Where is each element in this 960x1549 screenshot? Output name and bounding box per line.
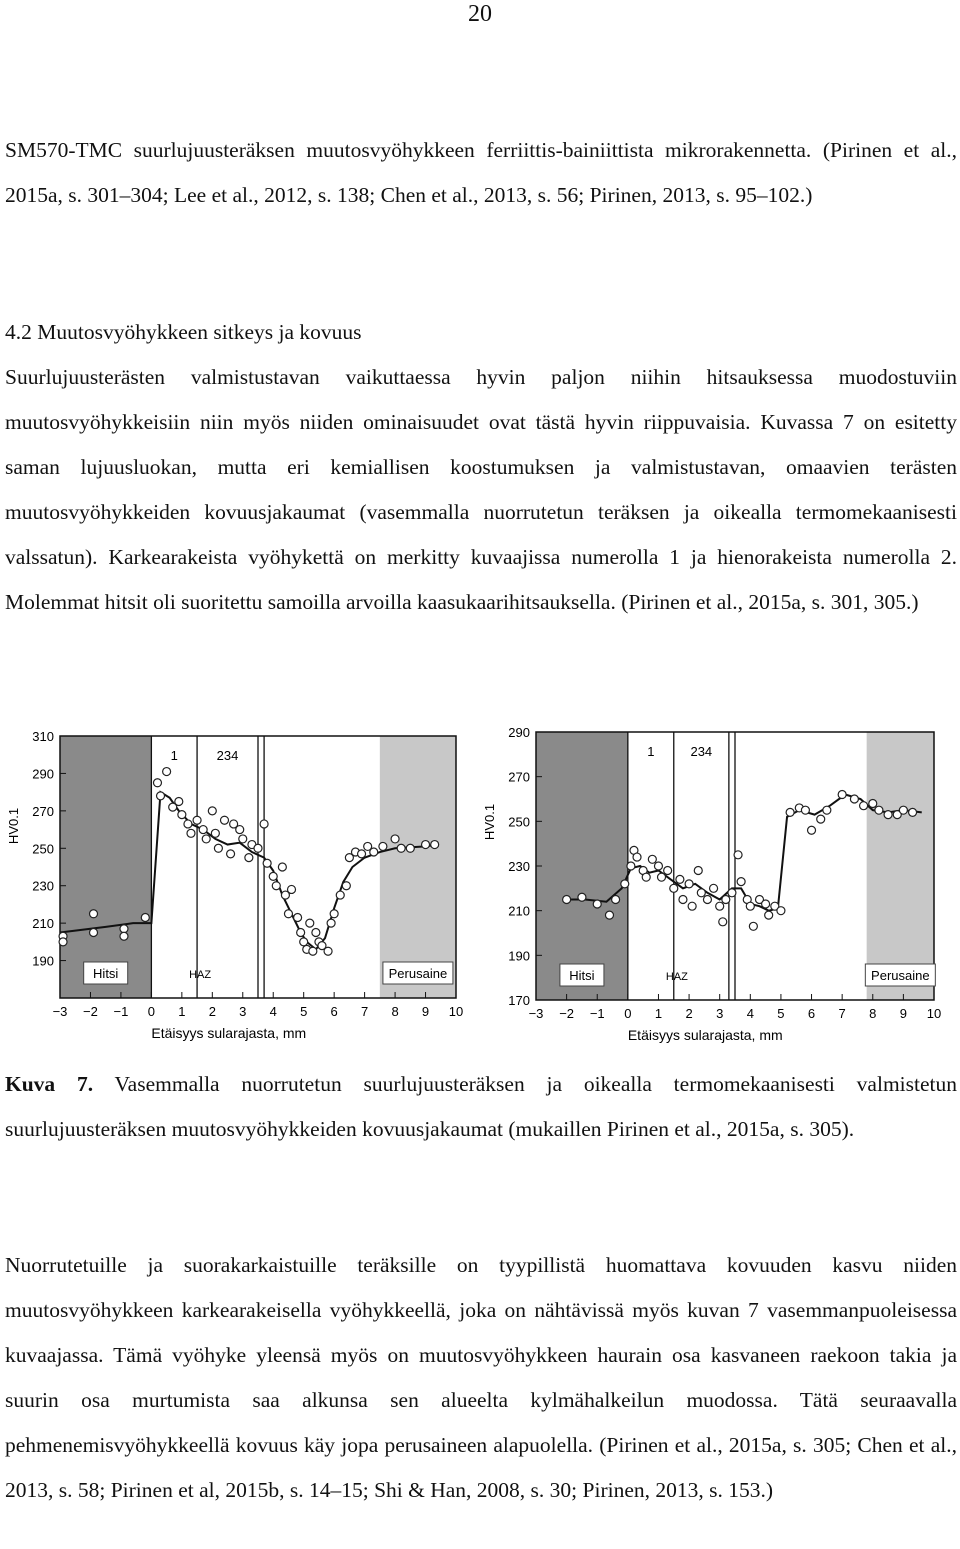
data-point (762, 900, 770, 908)
data-point (612, 896, 620, 904)
data-point (157, 792, 165, 800)
data-point (884, 811, 892, 819)
data-point (431, 841, 439, 849)
y-tick-label: 290 (508, 725, 530, 740)
data-point (397, 844, 405, 852)
zone-label: 234 (216, 748, 239, 763)
data-point (722, 896, 730, 904)
data-point (120, 932, 128, 940)
figure-caption (5, 1062, 957, 1152)
figure-7 (0, 718, 960, 1058)
data-point (214, 844, 222, 852)
data-point (284, 910, 292, 918)
zone-label: 1 (647, 744, 655, 759)
data-point (153, 779, 161, 787)
data-point (850, 795, 858, 803)
data-point (642, 873, 650, 881)
data-point (260, 820, 268, 828)
y-tick-label: 190 (508, 948, 530, 964)
data-point (694, 866, 702, 874)
region-label-haz: HAZ (665, 971, 688, 983)
x-tick-label: 6 (807, 1006, 816, 1021)
hardness-chart-left (0, 718, 480, 1058)
y-tick-label: 230 (508, 859, 530, 874)
y-tick-label: 210 (508, 903, 530, 919)
x-tick-label: 9 (421, 1004, 430, 1019)
data-point (263, 859, 271, 867)
data-point (869, 799, 877, 807)
data-point (664, 866, 672, 874)
data-point (294, 914, 302, 922)
data-point (208, 807, 216, 815)
data-point (391, 835, 399, 843)
data-point (297, 929, 305, 937)
data-point (59, 938, 67, 946)
data-point (254, 844, 262, 852)
x-tick-label: 0 (624, 1006, 632, 1021)
data-point (269, 872, 277, 880)
section-heading: 4.2 Muutosvyöhykkeen sitkeys ja kovuus (5, 320, 362, 344)
x-tick-label: 6 (330, 1004, 338, 1019)
x-tick-label: 1 (178, 1004, 186, 1019)
data-point (808, 826, 816, 834)
data-point (312, 929, 320, 937)
x-tick-label: 4 (269, 1004, 277, 1019)
data-point (175, 798, 183, 806)
caption-label: Kuva 7. (5, 1072, 94, 1096)
x-tick-label: 2 (685, 1006, 693, 1021)
y-tick-label: 310 (32, 729, 54, 744)
data-point (178, 811, 186, 819)
x-tick-label: 5 (777, 1006, 785, 1021)
weld-region (60, 736, 151, 998)
data-point (220, 816, 228, 824)
data-point (605, 911, 613, 919)
region-label-weld: Hitsi (93, 966, 119, 981)
caption-text: Vasemmalla nuorrutetun suurlujuusteräksen ja oikealla termomekaanisesti valmistetun suurlujuusteräksen muutosvyöhykkeiden kovuusjakaumat (mukaillen Pirinen et al., 2015a, s. 305). (5, 1072, 957, 1141)
zone-label: 234 (690, 744, 713, 759)
data-point (227, 850, 235, 858)
data-point (336, 891, 344, 899)
x-tick-label: 5 (300, 1004, 308, 1019)
y-tick-label: 250 (32, 841, 54, 857)
body-paragraph-2: Nuorrutetuille ja suorakarkaistuille teräksille on tyypillistä huomattava kovuuden kasvu niiden muutosvyöhykkeen karkearakeisella vyöhykkeellä, joka on nähtävissä myös kuvan 7 vasemmanpuoleisessa kuvaajassa. Tämä vyöhyke yleensä myös on muutosvyöhykkeen haurain osa kasvaneen raekoon takia ja suurin osa murtumista saa alkunsa sen alueelta kylmähalkeilun muodossa. Tätä seuraavalla pehmenemisvyöhykkeellä kovuus käy jopa perusaineen alapuolella. (Pirinen et al., 2015a, s. 305; Chen et al., 2013, s. 58; Pirinen et al, 2015b, s. 14–15; Shi & Han, 2008, s. 30; Pirinen, 2013, s. 153.) (5, 1253, 957, 1502)
data-point (370, 848, 378, 856)
y-axis-label: HV0.1 (6, 807, 21, 845)
data-point (90, 929, 98, 937)
data-point (184, 820, 192, 828)
x-tick-label: −3 (528, 1006, 544, 1021)
y-tick-label: 230 (32, 878, 54, 894)
region-label-haz: HAZ (189, 969, 212, 981)
data-point (563, 896, 571, 904)
data-point (676, 875, 684, 883)
data-point (749, 922, 757, 930)
data-point (697, 889, 705, 897)
x-tick-label: −1 (113, 1004, 129, 1019)
data-point (633, 853, 641, 861)
data-point (875, 806, 883, 814)
data-point (786, 808, 794, 816)
data-point (379, 842, 387, 850)
data-point (406, 844, 414, 852)
data-point (685, 880, 693, 888)
data-point (272, 882, 280, 890)
x-tick-label: −2 (559, 1006, 575, 1021)
data-point (578, 893, 586, 901)
base-metal-region (867, 732, 934, 1000)
y-tick-label: 210 (32, 916, 54, 932)
data-point (593, 900, 601, 908)
data-point (737, 878, 745, 886)
x-tick-label: 2 (208, 1004, 216, 1019)
region-label-base: Perusaine (388, 966, 448, 981)
y-tick-label: 190 (32, 953, 54, 969)
data-point (679, 896, 687, 904)
data-point (838, 791, 846, 799)
y-axis-label: HV0.1 (482, 803, 497, 841)
x-tick-label: 1 (654, 1006, 663, 1021)
data-point (309, 947, 317, 955)
data-point (90, 910, 98, 918)
data-point (801, 806, 809, 814)
data-point (324, 947, 332, 955)
data-point (236, 826, 244, 834)
data-point (327, 919, 335, 927)
x-tick-label: 9 (899, 1006, 908, 1021)
x-tick-label: −3 (52, 1004, 68, 1019)
data-point (716, 902, 724, 910)
x-tick-label: 8 (391, 1004, 399, 1019)
x-tick-label: −1 (589, 1006, 605, 1021)
x-tick-label: 3 (716, 1006, 724, 1021)
hardness-chart-right (478, 718, 958, 1058)
data-point (654, 862, 662, 870)
body-paragraph-1: Suurlujuusterästen valmistustavan vaikuttaessa hyvin paljon niihin hitsauksessa muodostuviin muutosvyöhykkeisiin niin myös niiden ominaisuudet ovat tästä hyvin riippuvaisia. Kuvassa 7 on esitetty saman lujuusluokan, mutta eri kemiallisen koostumuksen ja valmistustavan, omaavien terästen muutosvyöhykkeiden kovuusjakaumat (vasemmalla nuorrutetun teräksen ja oikealla termomekaanisesti valssatun). Karkearakeista vyöhykettä on merkitty kuvaajissa numerolla 1 ja hienorakeista numerolla 2. Molemmat hitsit oli suoritettu samoilla arvoilla kaasukaarihitsauksella. (Pirinen et al., 2015a, s. 301, 305.) (5, 365, 957, 614)
data-point (288, 885, 296, 893)
data-point (688, 902, 696, 910)
x-axis-label: Etäisyys sularajasta, mm (627, 1027, 783, 1043)
zone-label: 1 (170, 748, 178, 763)
y-tick-label: 270 (32, 803, 54, 819)
x-axis-label: Etäisyys sularajasta, mm (151, 1025, 307, 1041)
data-point (670, 884, 678, 892)
data-point (710, 884, 718, 892)
data-point (658, 873, 666, 881)
x-tick-label: 10 (448, 1004, 464, 1019)
data-point (817, 815, 825, 823)
data-point (703, 896, 711, 904)
data-point (777, 907, 785, 915)
data-point (278, 863, 286, 871)
data-point (746, 902, 754, 910)
data-point (621, 880, 629, 888)
data-point (187, 829, 195, 837)
region-label-base: Perusaine (871, 968, 930, 983)
data-point (899, 806, 907, 814)
data-point (765, 911, 773, 919)
data-point (141, 914, 149, 922)
y-tick-label: 250 (508, 814, 530, 830)
x-tick-label: −2 (83, 1004, 98, 1019)
data-point (909, 808, 917, 816)
data-point (245, 854, 253, 862)
x-tick-label: 8 (869, 1006, 877, 1021)
data-point (199, 826, 207, 834)
x-tick-label: 4 (746, 1006, 754, 1021)
data-point (719, 918, 727, 926)
data-point (202, 835, 210, 843)
data-point (211, 829, 219, 837)
data-point (193, 816, 201, 824)
y-tick-label: 290 (32, 766, 54, 782)
data-point (163, 768, 171, 776)
data-point (734, 851, 742, 859)
data-point (648, 855, 656, 863)
intro-paragraph: SM570-TMC suurlujuusteräksen muutosvyöhykkeen ferriittis-bainiittista mikrorakennetta. (Pirinen et al., 2015a, s. 301–304; Lee et al., 2012, s. 138; Chen et al., 2013, s. 56; Pirinen, 2013, s. 95–102.) (5, 138, 957, 207)
data-point (300, 938, 308, 946)
page-number: 20 (468, 1, 492, 27)
data-point (120, 925, 128, 933)
x-tick-label: 0 (147, 1004, 156, 1019)
data-point (330, 910, 338, 918)
y-tick-label: 270 (508, 769, 530, 785)
data-point (627, 862, 635, 870)
data-point (728, 889, 736, 897)
data-point (342, 882, 350, 890)
x-tick-label: 7 (838, 1006, 846, 1021)
y-tick-label: 170 (508, 993, 530, 1008)
base-metal-region (380, 736, 456, 998)
data-point (823, 806, 831, 814)
data-point (239, 835, 247, 843)
x-tick-label: 10 (926, 1006, 942, 1021)
region-label-weld: Hitsi (569, 968, 595, 983)
weld-region (536, 732, 628, 1000)
data-point (358, 850, 366, 858)
data-point (306, 919, 314, 927)
data-point (422, 841, 430, 849)
x-tick-label: 7 (360, 1004, 369, 1019)
x-tick-label: 3 (239, 1004, 247, 1019)
data-point (860, 802, 868, 810)
